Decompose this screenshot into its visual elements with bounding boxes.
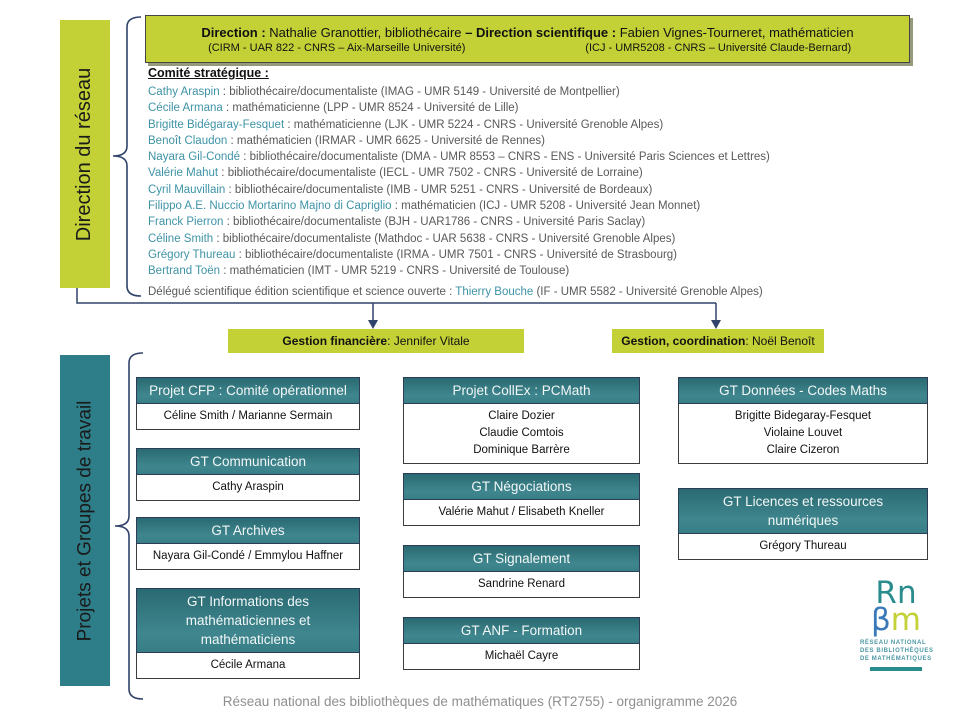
member-name: Brigitte Bidégaray-Fesquet xyxy=(148,118,285,131)
strategic-committee xyxy=(148,66,938,300)
science-delegate-line xyxy=(148,285,938,300)
wg-donnees-codes xyxy=(678,377,928,464)
arrow-head-right xyxy=(711,320,721,329)
wg-negociations xyxy=(403,473,640,526)
wg-projet-cfp-members: Céline Smith / Marianne Sermain xyxy=(136,404,360,430)
footer-caption: Réseau national des bibliothèques de mathématiques (RT2755) - organigramme 2026 xyxy=(222,694,738,709)
section-label-direction xyxy=(60,20,110,288)
member-name: Grégory Thureau xyxy=(148,248,236,261)
gestion-financiere-label: Gestion financière xyxy=(282,334,388,348)
logo-letter-m: m xyxy=(890,602,921,638)
member-detail: : mathématicien (IMT - UMR 5219 - CNRS - Université de Toulouse) xyxy=(220,265,570,278)
direction-name: Nathalie Granottier, bibliothécaire xyxy=(265,24,466,40)
committee-member xyxy=(148,100,938,116)
gestion-coordination-label: Gestion, coordination xyxy=(621,334,746,348)
section-label-projets-text: Projets et Groupes de travail xyxy=(74,400,96,641)
member-detail: : bibliothécaire/documentaliste (BJH - UAR1786 - CNRS - Université Paris Saclay) xyxy=(223,216,646,229)
direction-line2 xyxy=(146,42,909,54)
member-detail: : bibliothécaire/documentaliste (IMB - UMR 5251 - CNRS - Université de Bordeaux) xyxy=(225,183,653,196)
section-label-direction-text: Direction du réseau xyxy=(73,67,96,241)
rnbm-logo-letters xyxy=(846,575,946,638)
member-name: Cyril Mauvillain xyxy=(148,183,226,196)
member-detail: : bibliothécaire/documentaliste (IECL - UMR 7502 - CNRS - Université de Lorraine) xyxy=(218,167,643,180)
wg-member-line: Violaine Louvet xyxy=(763,427,843,439)
direction-box xyxy=(145,15,910,63)
logo-letter-r: R xyxy=(875,575,897,611)
committee-member xyxy=(148,231,938,247)
direction-affiliation-2: (ICJ - UMR5208 - CNRS – Université Claude-Bernard) xyxy=(585,41,852,54)
wg-anf-formation xyxy=(403,617,640,670)
rnbm-logo-caption xyxy=(860,639,946,663)
direction-line1 xyxy=(146,25,909,40)
direction-scientifique-name: Fabien Vignes-Tourneret, mathématicien xyxy=(616,24,854,40)
member-name: Céline Smith xyxy=(148,232,214,245)
member-detail: : mathématicienne (LJK - UMR 5224 - CNRS - Université Grenoble Alpes) xyxy=(284,118,664,131)
wg-anf-formation-members: Michaël Cayre xyxy=(403,644,640,670)
wg-licences xyxy=(678,488,928,560)
member-name: Cathy Araspin xyxy=(148,86,220,98)
gestion-financiere-name: : Jennifer Vitale xyxy=(387,334,470,348)
member-name: Nayara Gil-Condé xyxy=(148,151,241,164)
member-name: Valérie Mahut xyxy=(148,167,219,180)
brace-direction xyxy=(113,17,141,296)
member-detail: : bibliothécaire/documentaliste (Mathdoc - UAR 5638 - CNRS - Université Grenoble Alpes) xyxy=(213,232,676,245)
wg-member-line: Claire Cizeron xyxy=(766,444,840,456)
logo-caption-line: RÉSEAU NATIONAL xyxy=(860,640,927,646)
rnbm-logo xyxy=(846,575,946,671)
direction-dash: – xyxy=(465,24,473,40)
wg-signalement-title: GT Signalement xyxy=(403,545,640,572)
committee-member xyxy=(148,149,938,165)
gestion-coordination-name: : Noël Benoît xyxy=(745,334,815,348)
committee-member xyxy=(148,84,938,100)
wg-communication-title: GT Communication xyxy=(136,448,360,475)
committee-member xyxy=(148,182,938,198)
wg-member-line: Brigitte Bidegaray-Fesquet xyxy=(734,410,872,422)
member-name: Bertrand Toën xyxy=(148,265,221,278)
wg-communication-members: Cathy Araspin xyxy=(136,475,360,501)
wg-signalement-members: Sandrine Renard xyxy=(403,572,640,598)
gestion-financiere-box xyxy=(228,329,524,353)
wg-projet-cfp xyxy=(136,377,360,430)
wg-archives xyxy=(136,517,360,570)
gestion-coordination-box xyxy=(612,329,824,353)
wg-negociations-title: GT Négociations xyxy=(403,473,640,500)
wg-pcmath-members xyxy=(403,404,640,464)
member-name: Cécile Armana xyxy=(148,102,223,115)
committee-member xyxy=(148,198,938,214)
rnbm-logo-underline xyxy=(870,667,922,671)
section-label-projets xyxy=(60,355,110,686)
committee-member xyxy=(148,117,938,133)
committee-heading: Comité stratégique : xyxy=(148,66,269,80)
wg-member-line: Dominique Barrère xyxy=(473,444,570,456)
wg-projet-cfp-title: Projet CFP : Comité opérationnel xyxy=(136,377,360,404)
committee-member xyxy=(148,214,938,230)
wg-pcmath xyxy=(403,377,640,464)
wg-anf-formation-title: GT ANF - Formation xyxy=(403,617,640,644)
wg-informations-title: GT Informations des mathématiciennes et mathématiciens xyxy=(136,588,360,653)
direction-label: Direction : xyxy=(201,24,266,40)
member-detail: : mathématicien (ICJ - UMR 5208 - Université Jean Monnet) xyxy=(391,200,701,213)
wg-member-line: Claudie Comtois xyxy=(479,427,564,439)
committee-member xyxy=(148,165,938,181)
committee-member xyxy=(148,263,938,279)
wg-donnees-codes-members xyxy=(678,404,928,464)
wg-member-line: Claire Dozier xyxy=(488,410,555,422)
wg-negociations-members: Valérie Mahut / Elisabeth Kneller xyxy=(403,500,640,526)
member-name: Filippo A.E. Nuccio Mortarino Majno di Capriglio xyxy=(148,200,392,213)
wg-pcmath-title: Projet CollEx : PCMath xyxy=(403,377,640,404)
logo-caption-line: DES BIBLIOTHÈQUES xyxy=(860,648,934,654)
member-detail: : bibliothécaire/documentaliste (IMAG - UMR 5149 - Université de Montpellier) xyxy=(219,86,620,98)
member-detail: : mathématicienne (LPP - UMR 8524 - Université de Lille) xyxy=(222,102,519,115)
delegate-name: Thierry Bouche xyxy=(455,285,534,298)
wg-communication xyxy=(136,448,360,501)
wg-informations xyxy=(136,588,360,679)
committee-member xyxy=(148,133,938,149)
logo-letter-n: n xyxy=(896,575,917,611)
member-detail: : bibliothécaire/documentaliste (IRMA - UMR 7501 - CNRS - Université de Strasbourg) xyxy=(235,248,678,261)
wg-licences-members: Grégory Thureau xyxy=(678,534,928,560)
wg-licences-title: GT Licences et ressources numériques xyxy=(678,488,928,534)
member-detail: : bibliothécaire/documentaliste (DMA - UMR 8553 – CNRS - ENS - Université Paris Sciences et Lettres) xyxy=(240,151,770,164)
arrow-head-left xyxy=(368,320,378,329)
direction-affiliation-1: (CIRM - UAR 822 - CNRS – Aix-Marseille Université) xyxy=(208,41,466,54)
wg-archives-members: Nayara Gil-Condé / Emmylou Haffner xyxy=(136,544,360,570)
wg-archives-title: GT Archives xyxy=(136,517,360,544)
member-name: Benoît Claudon xyxy=(148,134,228,147)
member-detail: : mathématicien (IRMAR - UMR 6625 - Université de Rennes) xyxy=(227,134,545,147)
direction-scientifique-label: Direction scientifique : xyxy=(472,24,617,40)
member-name: Franck Pierron xyxy=(148,216,224,229)
delegate-affiliation: (IF - UMR 5582 - Université Grenoble Alpes) xyxy=(533,285,763,298)
wg-donnees-codes-title: GT Données - Codes Maths xyxy=(678,377,928,404)
wg-signalement xyxy=(403,545,640,598)
logo-caption-line: DE MATHÉMATIQUES xyxy=(860,656,932,662)
delegate-role: Délégué scientifique édition scientifique et science ouverte : xyxy=(148,285,456,298)
committee-member xyxy=(148,247,938,263)
logo-letter-beta: β xyxy=(871,602,891,638)
wg-informations-members: Cécile Armana xyxy=(136,653,360,679)
